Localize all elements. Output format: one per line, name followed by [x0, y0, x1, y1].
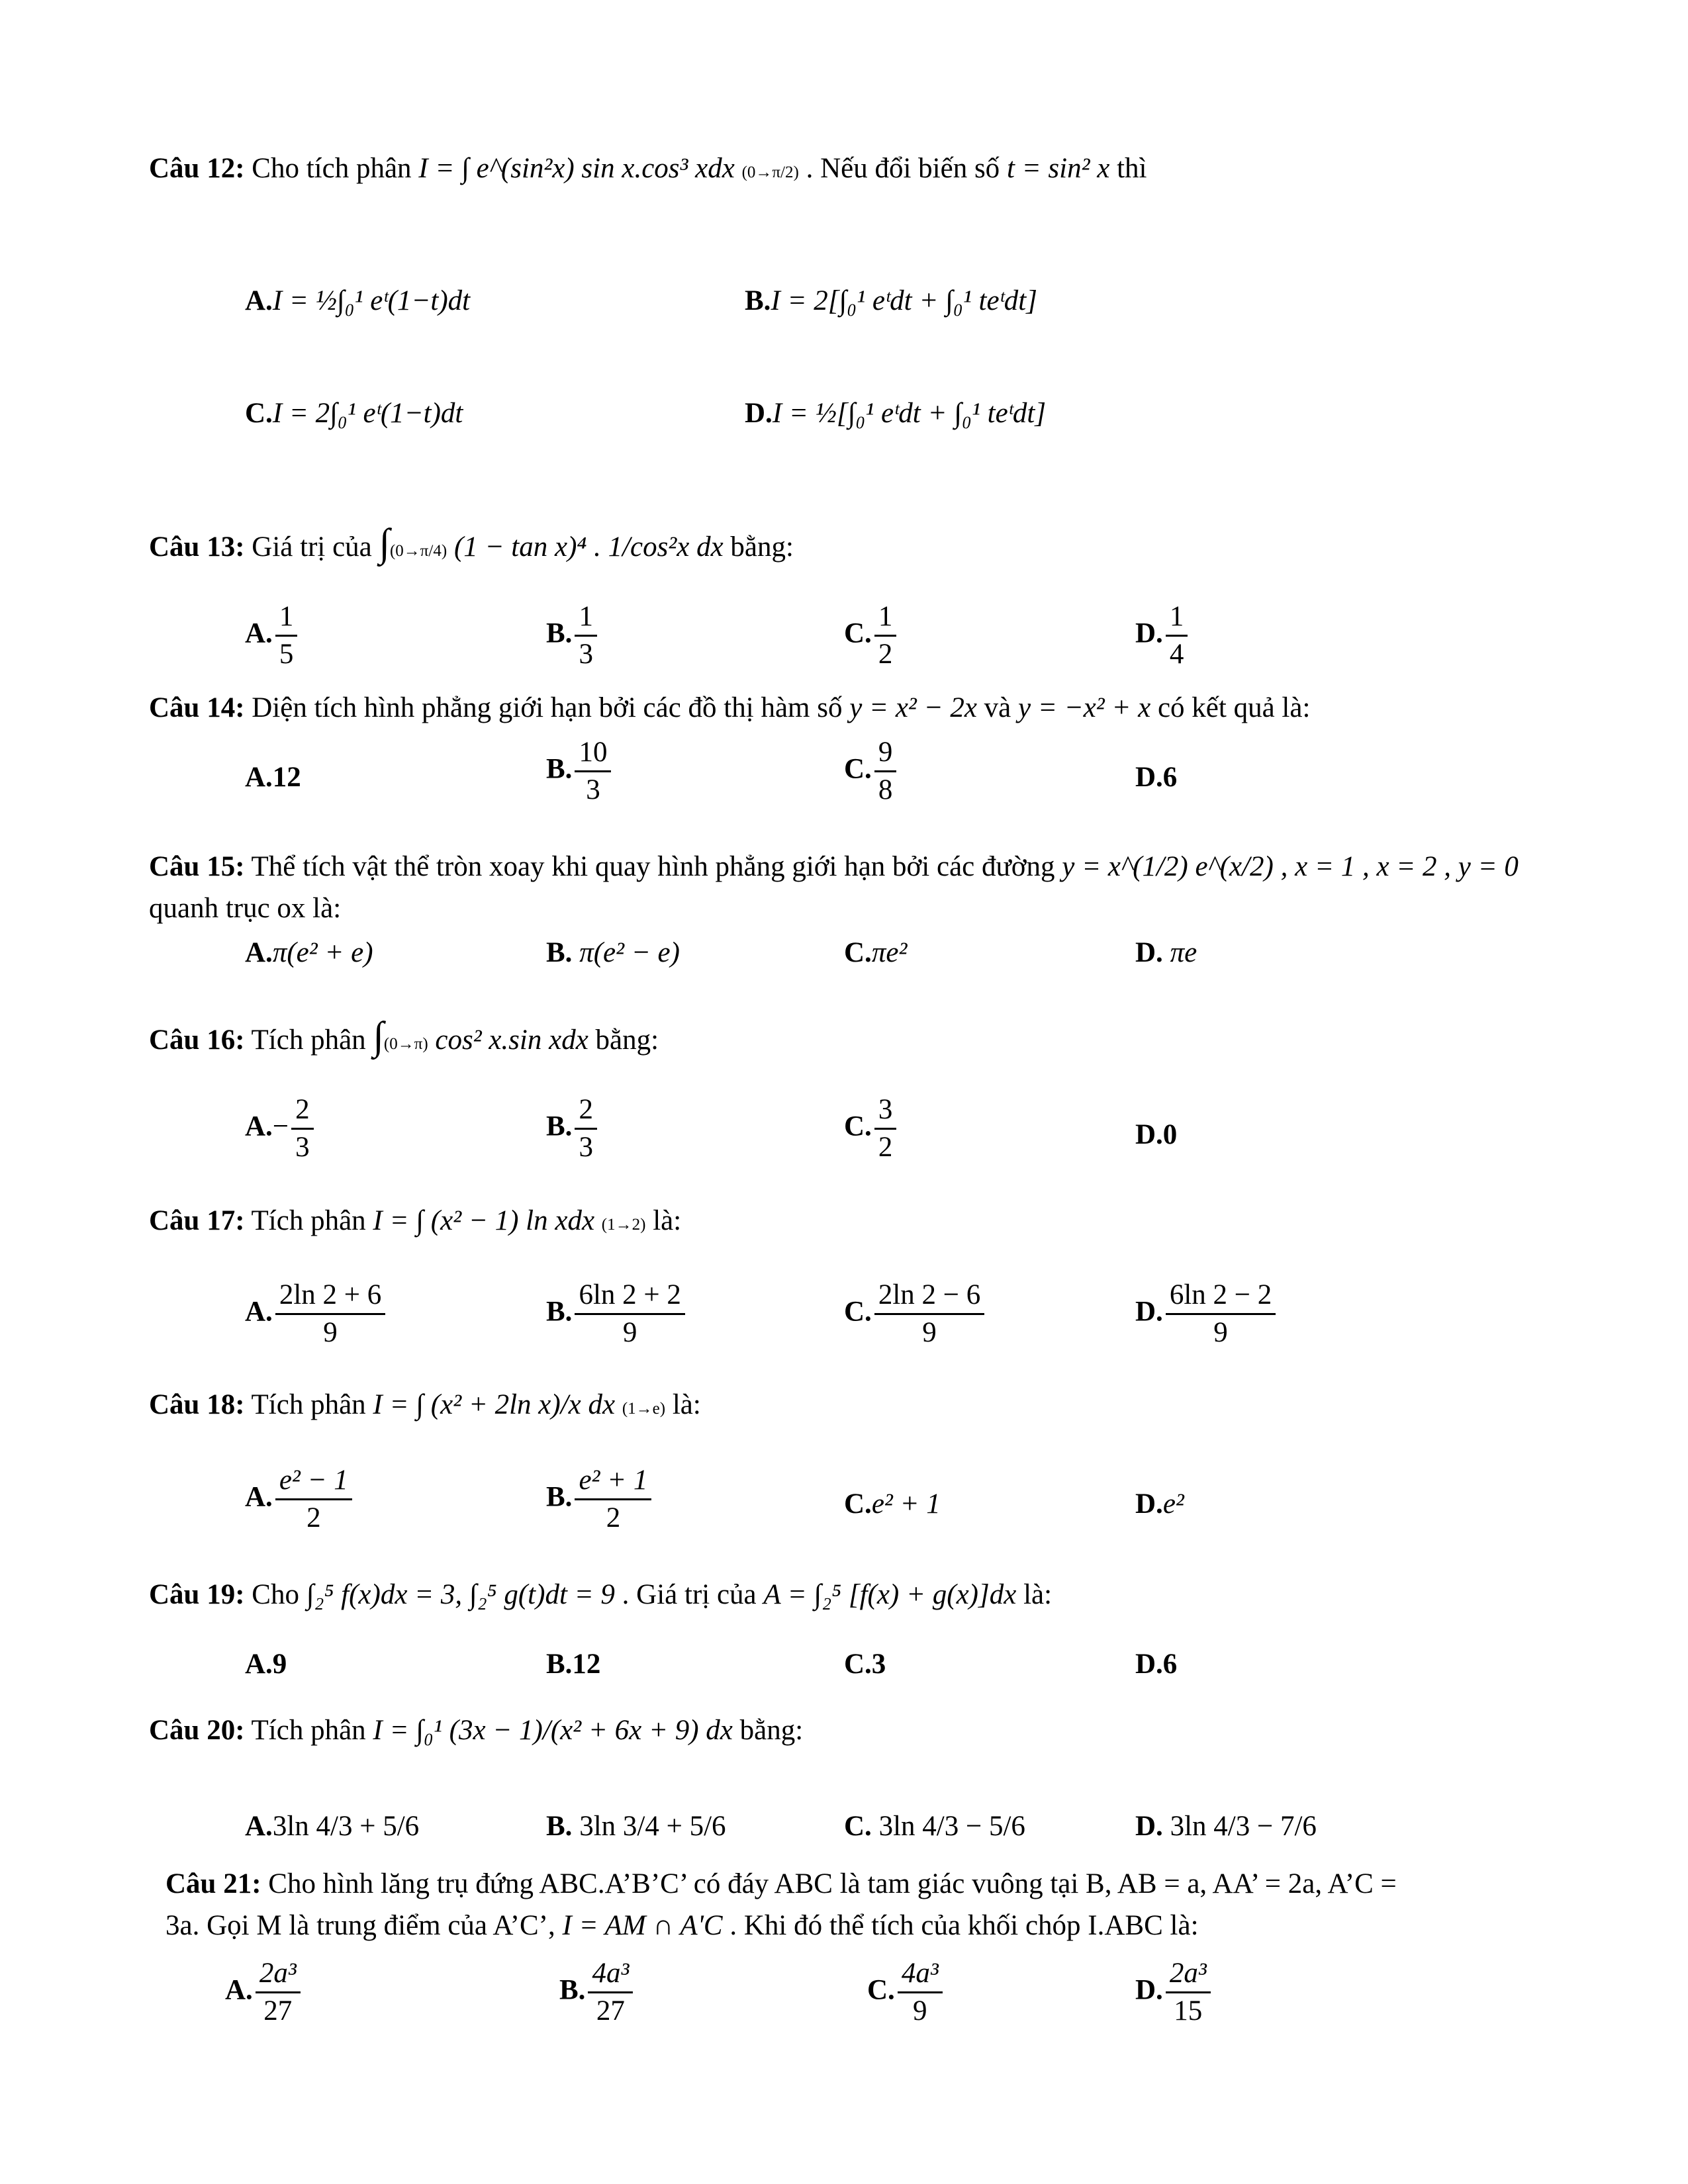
option-fraction: $\frac{6\ln 2 + 2}{9}$	[575, 1277, 684, 1351]
question-text-tail: . Nếu đổi biến số	[806, 153, 1000, 184]
question-text-tail: bằng:	[739, 1715, 804, 1746]
question-15	[149, 850, 1519, 884]
option-fraction: $\frac{10}{3}$	[575, 735, 611, 808]
question-text-mid: . Giá trị của	[622, 1579, 757, 1610]
option-fraction: $\frac{1}{4}$	[1166, 599, 1188, 672]
option-label: B.	[546, 1811, 573, 1842]
integral-expression: I = ∫ (x² + 2ln x)/x dx	[373, 1389, 616, 1420]
given-integrals: ∫₂⁵ f(x)dx = 3, ∫₂⁵ g(t)dt = 9	[306, 1579, 615, 1610]
q21-option-a[interactable]	[225, 1956, 303, 2029]
integral-bounds: (1→2)	[601, 1216, 646, 1234]
option-label: A.	[245, 617, 273, 649]
question-text: Cho tích phân	[252, 153, 412, 184]
question-text-end: thì	[1117, 153, 1147, 184]
question-text: Diện tích hình phẳng giới hạn bởi các đồ thị hàm số	[252, 692, 843, 723]
q15-option-a[interactable]	[245, 936, 373, 969]
option-value: πe	[1170, 937, 1197, 968]
q14-option-d[interactable]: D.6	[1135, 762, 1178, 793]
q12-option-b[interactable]	[745, 285, 1037, 317]
option-label: A.	[225, 1974, 253, 2006]
option-label: A.	[245, 1811, 273, 1842]
question-text-tail: là:	[653, 1205, 682, 1236]
option-value: I = 2∫₀¹ eᵗ(1−t)dt	[272, 398, 463, 429]
option-label: A.	[245, 937, 273, 968]
question-15-line-2: quanh trục ox là:	[149, 893, 342, 924]
question-20	[149, 1714, 803, 1747]
option-label: D.	[1135, 617, 1163, 649]
option-label: D.	[1135, 1488, 1163, 1520]
question-21-line-2	[165, 1909, 1199, 1942]
q16-option-b[interactable]	[546, 1092, 600, 1165]
q17-option-a[interactable]	[245, 1277, 388, 1351]
option-fraction: $\frac{9}{8}$	[874, 735, 897, 808]
conjunction: và	[984, 692, 1011, 723]
q16-option-c[interactable]	[844, 1092, 899, 1165]
option-label: B.	[546, 1481, 573, 1513]
question-label: Câu 18:	[149, 1389, 245, 1420]
question-text: Cho hình lăng trụ đứng ABC.A’B’C’ có đáy ABC là tam giác vuông tại B, AB = a, AA’ = 2a, A’C =	[268, 1868, 1397, 1899]
option-value: I = ½∫₀¹ eᵗ(1−t)dt	[272, 285, 471, 316]
option-label: C.	[245, 398, 273, 429]
option-value: I = ½[∫₀¹ eᵗdt + ∫₀¹ teᵗdt]	[772, 398, 1047, 429]
q17-option-b[interactable]	[546, 1277, 688, 1351]
q15-option-c[interactable]	[844, 936, 907, 969]
question-text-tail: là:	[672, 1389, 701, 1420]
q13-option-c[interactable]	[844, 599, 899, 672]
q20-option-d[interactable]	[1135, 1810, 1317, 1843]
target-integral: A = ∫₂⁵ [f(x) + g(x)]dx	[763, 1579, 1017, 1610]
option-value: 3ln 4/3 − 7/6	[1170, 1811, 1317, 1842]
q14-option-c[interactable]	[844, 735, 899, 808]
question-text: Tích phân	[251, 1715, 366, 1746]
option-value: 3ln 4/3 − 5/6	[878, 1811, 1025, 1842]
question-text-tail: là:	[1023, 1579, 1053, 1610]
integrand: (1 − tan x)⁴ . 1/cos²x dx	[453, 531, 724, 563]
option-label: D.	[1135, 1811, 1163, 1842]
q14-option-b[interactable]	[546, 735, 614, 808]
q18-option-b[interactable]	[546, 1463, 654, 1536]
option-label: C.	[844, 617, 872, 649]
option-label: B.	[546, 617, 573, 649]
option-label: D.	[1135, 1296, 1163, 1328]
option-label: B.	[546, 1296, 573, 1328]
question-label: Câu 17:	[149, 1205, 245, 1236]
q17-option-c[interactable]	[844, 1277, 987, 1351]
question-label: Câu 15:	[149, 851, 245, 882]
q18-option-a[interactable]	[245, 1463, 355, 1536]
option-fraction: $\frac{\text{4a³}}{27}$	[588, 1956, 633, 2029]
q19-option-a[interactable]: A.9	[245, 1649, 287, 1680]
integral-sign: ∫	[373, 1014, 384, 1058]
substitution: t = sin² x	[1006, 153, 1110, 184]
option-fraction: $\frac{\text{e² + 1}}{2}$	[575, 1463, 651, 1536]
question-label: Câu 19:	[149, 1579, 245, 1610]
question-label: Câu 20:	[149, 1715, 245, 1746]
q13-option-b[interactable]	[546, 599, 600, 672]
function-2: y = −x² + x	[1018, 692, 1151, 723]
question-text: Tích phân	[251, 1389, 366, 1420]
q14-option-a[interactable]: A.12	[245, 762, 301, 793]
question-21	[165, 1868, 1397, 1901]
question-19	[149, 1578, 1052, 1612]
option-value: e²	[1162, 1488, 1184, 1520]
q20-option-a[interactable]	[245, 1810, 419, 1843]
option-fraction: $\frac{\text{2a³}}{27}$	[256, 1956, 301, 2029]
option-label: B.	[546, 937, 573, 968]
option-label: D.	[745, 398, 773, 429]
option-label: C.	[844, 753, 872, 785]
question-text-tail: bằng:	[595, 1024, 659, 1056]
q12-option-a[interactable]	[245, 285, 470, 317]
q18-option-c[interactable]	[844, 1488, 941, 1520]
q12-option-d[interactable]	[745, 397, 1046, 430]
question-text: Giá trị của	[252, 531, 372, 563]
question-label: Câu 21:	[165, 1868, 261, 1899]
question-17	[149, 1205, 681, 1242]
intersection-expression: I = AM ∩ A'C	[562, 1910, 723, 1941]
q21-option-d[interactable]	[1135, 1956, 1213, 2029]
q19-option-c[interactable]: C.3	[844, 1649, 886, 1680]
option-fraction: $\frac{6\ln 2 - 2}{9}$	[1166, 1277, 1276, 1351]
option-fraction: $\frac{2\ln 2 + 6}{9}$	[275, 1277, 385, 1351]
question-label: Câu 14:	[149, 692, 245, 723]
option-label: B.	[546, 753, 573, 785]
q12-option-c[interactable]	[245, 397, 463, 430]
option-label: B.	[559, 1974, 586, 2006]
integral-expression: I = ∫₀¹ (3x − 1)/(x² + 6x + 9) dx	[373, 1715, 733, 1746]
q19-option-d[interactable]: D.6	[1135, 1649, 1178, 1680]
question-text-tail: bằng:	[730, 531, 794, 563]
option-value: π(e² + e)	[272, 937, 373, 968]
option-label: C.	[844, 1488, 872, 1520]
integral-expression: I = ∫ e^(sin²x) sin x.cos³ xdx	[418, 153, 735, 184]
q19-option-b[interactable]: B.12	[546, 1649, 601, 1680]
option-value: I = 2[∫₀¹ eᵗdt + ∫₀¹ teᵗdt]	[771, 285, 1037, 316]
integrand: cos² x.sin xdx	[435, 1024, 588, 1056]
option-fraction: $\frac{\text{e² − 1}}{2}$	[275, 1463, 352, 1536]
q15-option-b[interactable]	[546, 936, 680, 969]
option-fraction: $\frac{\text{4a³}}{9}$	[898, 1956, 943, 2029]
question-text: 3a. Gọi M là trung điểm của A’C’,	[165, 1910, 555, 1941]
option-label: D.	[1135, 937, 1163, 968]
option-label: B.	[745, 285, 771, 316]
option-value: π(e² − e)	[579, 937, 680, 968]
q13-option-a[interactable]	[245, 599, 300, 672]
option-label: D.	[1135, 1974, 1163, 2006]
option-label: A.	[245, 285, 273, 316]
option-fraction: $\frac{2\ln 2 - 6}{9}$	[874, 1277, 984, 1351]
question-18	[149, 1388, 701, 1426]
question-text-tail: . Khi đó thể tích của khối chóp I.ABC là:	[729, 1910, 1199, 1941]
option-label: A.	[245, 1481, 273, 1513]
question-text: Cho	[252, 1579, 299, 1610]
option-fraction: $\frac{\text{2a³}}{15}$	[1166, 1956, 1211, 2029]
q20-option-b[interactable]	[546, 1810, 726, 1843]
option-fraction: $\frac{1}{5}$	[275, 599, 298, 672]
integral-bounds: (0→π)	[383, 1035, 428, 1053]
question-text-tail: có kết quả là:	[1157, 692, 1311, 723]
option-sign: −	[272, 1111, 289, 1142]
option-label: A.	[245, 1296, 273, 1328]
integral-sign: ∫	[379, 521, 390, 565]
option-value: πe²	[871, 937, 908, 968]
boundary-curves: y = x^(1/2) e^(x/2) , x = 1 , x = 2 , y = 0	[1062, 851, 1519, 882]
q16-option-d[interactable]: D.0	[1135, 1119, 1178, 1150]
q15-option-d[interactable]	[1135, 936, 1197, 969]
option-fraction: $\frac{1}{2}$	[874, 599, 897, 672]
function-1: y = x² − 2x	[849, 692, 977, 723]
question-text: Tích phân	[251, 1205, 366, 1236]
option-fraction: $\frac{2}{3}$	[291, 1092, 314, 1165]
option-value: e² + 1	[871, 1488, 941, 1520]
option-label: B.	[546, 1111, 573, 1142]
integral-expression: I = ∫ (x² − 1) ln xdx	[373, 1205, 595, 1236]
option-label: C.	[844, 937, 872, 968]
option-value: 3ln 4/3 + 5/6	[272, 1811, 420, 1842]
q18-option-d[interactable]	[1135, 1488, 1184, 1520]
option-label: C.	[844, 1296, 872, 1328]
question-text: Tích phân	[251, 1024, 366, 1056]
q17-option-d[interactable]	[1135, 1277, 1278, 1351]
integral-bounds: (0→π/2)	[741, 163, 799, 181]
option-label: C.	[844, 1811, 872, 1842]
option-label: C.	[867, 1974, 895, 2006]
question-label: Câu 13:	[149, 531, 245, 563]
option-label: A.	[245, 1111, 273, 1142]
option-fraction: $\frac{3}{2}$	[874, 1092, 897, 1165]
option-fraction: $\frac{1}{3}$	[575, 599, 597, 672]
option-fraction: $\frac{2}{3}$	[575, 1092, 597, 1165]
question-12	[149, 152, 1147, 189]
q21-option-c[interactable]	[867, 1956, 945, 2029]
q16-option-a[interactable]	[245, 1092, 316, 1165]
question-label: Câu 12:	[149, 153, 245, 184]
q21-option-b[interactable]	[559, 1956, 635, 2029]
q20-option-c[interactable]	[844, 1810, 1025, 1843]
q13-option-d[interactable]	[1135, 599, 1190, 672]
option-label: C.	[844, 1111, 872, 1142]
question-13	[149, 521, 794, 568]
option-value: 3ln 3/4 + 5/6	[579, 1811, 726, 1842]
question-label: Câu 16:	[149, 1024, 245, 1056]
question-text: Thể tích vật thể tròn xoay khi quay hình phẳng giới hạn bởi các đường	[251, 851, 1055, 882]
integral-bounds: (0→π/4)	[389, 542, 447, 560]
question-14	[149, 692, 1310, 725]
integral-bounds: (1→e)	[622, 1400, 666, 1418]
question-16	[149, 1014, 659, 1061]
